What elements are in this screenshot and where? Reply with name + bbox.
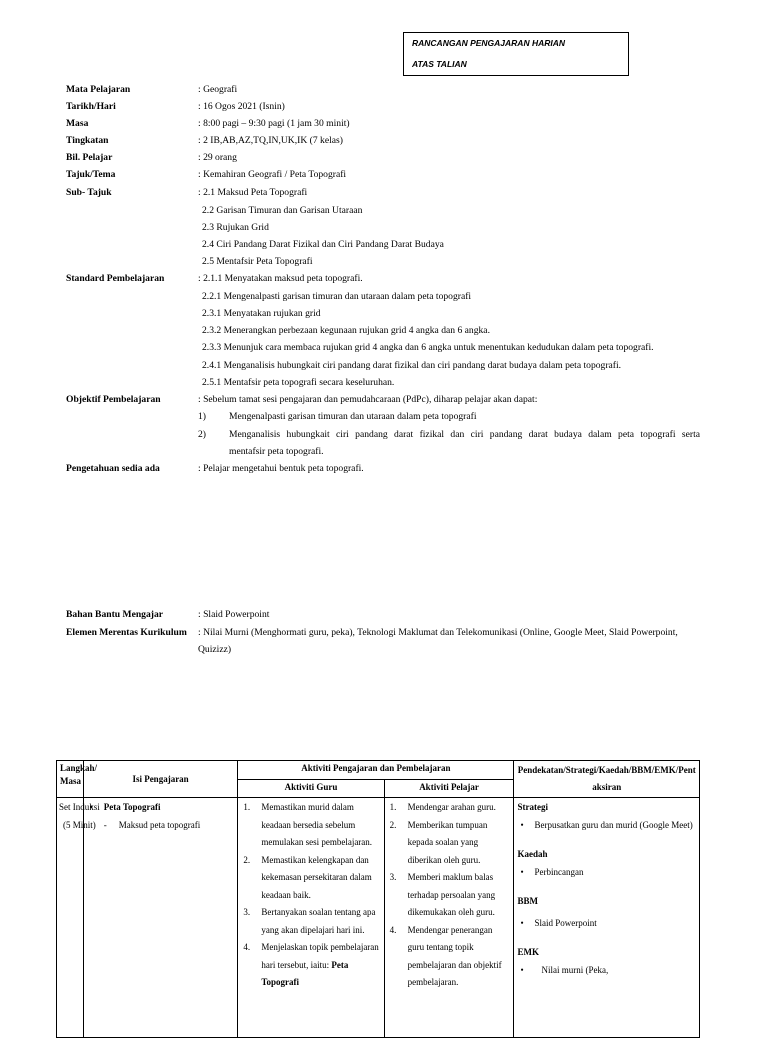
header-aktiviti: Aktiviti Pengajaran dan Pembelajaran <box>238 761 514 780</box>
label-standard: Standard Pembelajaran <box>66 273 165 284</box>
langkah-text: Set Induksi <box>59 802 100 812</box>
isi-main: • Peta Topografi <box>87 799 235 817</box>
value-pengetahuan: : Pelajar mengetahui bentuk peta topografi. <box>198 463 364 474</box>
item-text: Menjelaskan topik pembelajaran hari tersebut, iaitu: <box>261 942 379 970</box>
isi-sub-item <box>87 817 235 835</box>
header-guru: Aktiviti Guru <box>238 779 384 798</box>
value-elemen-cont: Quizizz) <box>198 644 232 655</box>
objektif-item: Menganalisis hubungkait ciri pandang darat fizikal dan ciri pandang darat budaya dalam peta topografi serta <box>229 429 700 440</box>
value-tarikh: : 16 Ogos 2021 (Isnin) <box>198 101 285 112</box>
cell-langkah <box>57 798 100 1038</box>
dash-marker: - <box>103 819 107 830</box>
label-sub-tajuk: Sub- Tajuk <box>66 187 112 198</box>
label-bil-pelajar: Bil. Pelajar <box>66 152 113 163</box>
strategi-item: • Berpusatkan guru dan murid (Google Meet) <box>517 817 696 835</box>
bbm-label: BBM <box>517 896 538 906</box>
list-item <box>241 939 380 992</box>
cell-pendekatan <box>514 798 700 1038</box>
item-number: 3. <box>243 907 251 917</box>
guru-list <box>241 799 380 992</box>
kaedah-item: • Perbincangan <box>517 864 696 882</box>
table-row <box>57 798 700 1038</box>
pelajar-list <box>388 799 511 992</box>
standard-item: 2.2.1 Mengenalpasti garisan timuran dan utaraan dalam peta topografi <box>202 291 472 302</box>
header-pelajar: Aktiviti Pelajar <box>384 779 514 798</box>
item-text: Mendengar arahan guru. <box>407 802 496 812</box>
value-tingkatan: : 2 IB,AB,AZ,TQ,IN,UK,IK (7 kelas) <box>198 135 343 146</box>
objektif-item-cont: mentafsir peta topografi. <box>229 446 324 457</box>
sub-tajuk-item: : 2.1 Maksud Peta Topografi <box>198 187 308 198</box>
label-bahan: Bahan Bantu Mengajar <box>66 609 164 620</box>
doc-subtitle: ATAS TALIAN <box>412 59 467 69</box>
doc-title: RANCANGAN PENGAJARAN HARIAN <box>412 38 566 48</box>
item-text: Memberi maklum balas terhadap persoalan yang dikemukakan oleh guru. <box>407 872 496 917</box>
item-bold: Peta Topografi <box>261 959 349 987</box>
emk-label: EMK <box>517 947 539 957</box>
label-objektif: Objektif Pembelajaran <box>66 394 161 405</box>
value-bahan: : Slaid Powerpoint <box>198 609 270 620</box>
label-tingkatan: Tingkatan <box>66 135 109 146</box>
list-item <box>388 817 511 870</box>
standard-item: 2.3.3 Menunjuk cara membaca rujukan grid 4 angka dan 6 angka untuk menentukan kedudukan dalam peta topografi. <box>202 342 654 353</box>
item-text: Bertanyakan soalan tentang apa yang akan dipelajari hari ini. <box>261 907 376 935</box>
label-pengetahuan: Pengetahuan sedia ada <box>66 463 160 474</box>
cell-isi <box>83 798 238 1038</box>
value-masa: : 8:00 pagi – 9:30 pagi (1 jam 30 minit) <box>198 118 350 129</box>
sub-tajuk-item: 2.2 Garisan Timuran dan Garisan Utaraan <box>202 205 363 216</box>
title-box <box>403 32 629 76</box>
label-masa: Masa <box>66 118 89 129</box>
label-tajuk: Tajuk/Tema <box>66 169 116 180</box>
list-item <box>241 904 380 939</box>
sub-tajuk-item: 2.4 Ciri Pandang Darat Fizikal dan Ciri Pandang Darat Budaya <box>202 239 444 250</box>
label-tarikh: Tarikh/Hari <box>66 101 116 112</box>
value-tajuk: : Kemahiran Geografi / Peta Topografi <box>198 169 347 180</box>
list-item <box>241 799 380 852</box>
label-elemen: Elemen Merentas Kurikulum <box>66 627 187 638</box>
value-mata-pelajaran: : Geografi <box>198 84 238 95</box>
value-elemen: : Nilai Murni (Menghormati guru, peka), Teknologi Maklumat dan Telekomunikasi (Online, Google Meet, Slaid Powerpoint, <box>198 627 678 638</box>
objektif-number: 1) <box>198 411 206 422</box>
standard-item: 2.3.1 Menyatakan rujukan grid <box>202 308 321 319</box>
objektif-item: Mengenalpasti garisan timuran dan utaraan dalam peta topografi <box>229 411 477 422</box>
header-pendekatan: Pendekatan/Strategi/Kaedah/BBM/EMK/Pentaksiran <box>514 761 700 798</box>
isi-sub: Maksud peta topografi <box>118 819 201 830</box>
standard-item: 2.3.2 Menerangkan perbezaan kegunaan rujukan grid 4 angka dan 6 angka. <box>202 325 490 336</box>
strategi-label: Strategi <box>517 802 548 812</box>
header-langkah: Langkah/ Masa <box>57 761 84 798</box>
item-text: Memastikan kelengkapan dan kekemasan persekitaran dalam keadaan baik. <box>261 854 372 900</box>
emk-item: • Nilai murni (Peka, <box>517 962 696 980</box>
sub-tajuk-item: 2.3 Rujukan Grid <box>202 222 269 233</box>
item-text: Memastikan murid dalam keadaan bersedia sebelum memulakan sesi pembelajaran. <box>261 802 373 847</box>
objektif-number: 2) <box>198 429 206 440</box>
list-item <box>388 922 511 992</box>
kaedah-label: Kaedah <box>517 849 548 859</box>
item-number: 2. <box>389 819 397 830</box>
item-number: 4. <box>389 924 397 935</box>
item-number: 3. <box>389 872 397 882</box>
label-mata-pelajaran: Mata Pelajaran <box>66 84 131 95</box>
cell-guru <box>238 798 384 1038</box>
cell-pelajar <box>384 798 514 1038</box>
value-bil-pelajar: : 29 orang <box>198 152 237 163</box>
lesson-table <box>56 760 700 1038</box>
item-number: 4. <box>243 942 251 952</box>
list-item <box>388 869 511 922</box>
item-text: Mendengar penerangan guru tentang topik pembelajaran dan objektif pembelajaran. <box>407 924 502 987</box>
item-number: 2. <box>243 854 251 865</box>
list-item <box>388 799 511 817</box>
list-item <box>241 852 380 905</box>
item-number: 1. <box>389 802 397 812</box>
bbm-item: • Slaid Powerpoint <box>517 915 696 933</box>
item-text: Memberikan tumpuan kepada soalan yang diberikan oleh guru. <box>407 819 488 865</box>
item-number: 1. <box>243 802 251 812</box>
objektif-intro: : Sebelum tamat sesi pengajaran dan pemudahcaraan (PdPc), diharap pelajar akan dapat: <box>198 394 538 405</box>
masa-text: (5 Minit) <box>63 819 96 830</box>
sub-tajuk-item: 2.5 Mentafsir Peta Topografi <box>202 256 313 267</box>
standard-item: 2.4.1 Menganalisis hubungkait ciri pandang darat fizikal dan ciri pandang darat budaya dalam peta topografi. <box>202 360 622 371</box>
standard-item: : 2.1.1 Menyatakan maksud peta topografi. <box>198 273 363 284</box>
standard-item: 2.5.1 Mentafsir peta topografi secara keseluruhan. <box>202 377 395 388</box>
header-isi: Isi Pengajaran <box>83 761 238 798</box>
